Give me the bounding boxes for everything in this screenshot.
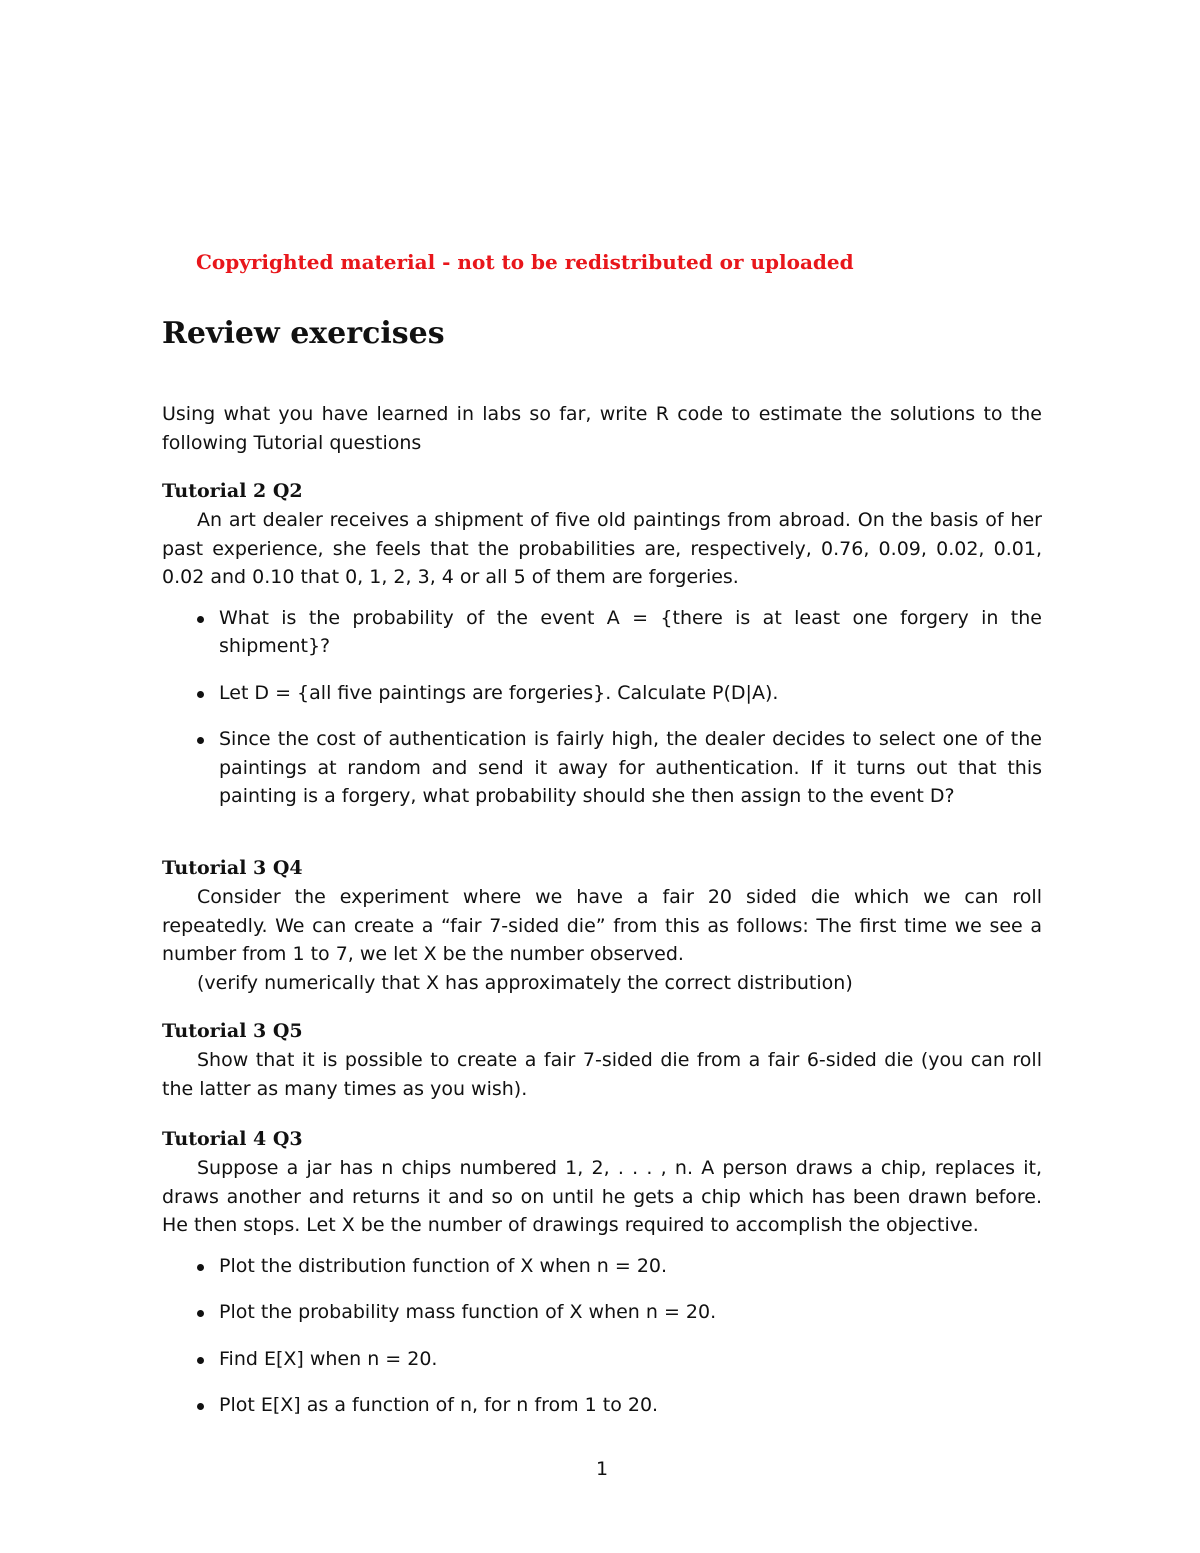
copyright-notice: Copyrighted material - not to be redistributed or uploaded bbox=[196, 250, 854, 274]
document-page bbox=[162, 0, 1042, 1553]
intro-paragraph: Using what you have learned in labs so far, write R code to estimate the solutions to the following Tutorial questions bbox=[162, 403, 1042, 454]
bullet-icon bbox=[197, 1357, 204, 1364]
section-paragraph: An art dealer receives a shipment of five old paintings from abroad. On the basis of her past experience, she feels that the probabilities are, respectively, 0.76, 0.09, 0.02, 0.01, 0.02 and 0.10 that 0, 1, 2, 3, 4 or all 5 of them are forgeries. bbox=[162, 509, 1042, 588]
list-item: Plot the distribution function of X when n = 20. bbox=[162, 1252, 1042, 1281]
section-heading: Tutorial 2 Q2 bbox=[162, 480, 303, 502]
list-item: Let D = {all five paintings are forgeries}. Calculate P(D|A). bbox=[162, 679, 1042, 708]
bullet-icon bbox=[197, 1403, 204, 1410]
bullet-icon bbox=[197, 616, 204, 623]
bullet-icon bbox=[197, 737, 204, 744]
section-tutorial-3-q4 bbox=[162, 855, 1042, 997]
section-tutorial-2-q2 bbox=[162, 478, 1042, 829]
section-paragraph: (verify numerically that X has approximately the correct distribution) bbox=[197, 971, 853, 994]
bullet-icon bbox=[197, 691, 204, 698]
section-paragraph: Show that it is possible to create a fair 7-sided die from a fair 6-sided die (you can roll the latter as many times as you wish). bbox=[162, 1049, 1042, 1100]
section-paragraph: Suppose a jar has n chips numbered 1, 2, . . . , n. A person draws a chip, replaces it, draws another and returns it and so on until he gets a chip which has been drawn before. He then stops. Let X be the number of drawings required to accomplish the objective. bbox=[162, 1157, 1042, 1236]
page-number: 1 bbox=[595, 1458, 609, 1480]
bullet-icon bbox=[197, 1264, 204, 1271]
section-tutorial-4-q3 bbox=[162, 1126, 1042, 1438]
list-item: Find E[X] when n = 20. bbox=[162, 1345, 1042, 1374]
section-heading: Tutorial 3 Q4 bbox=[162, 857, 303, 879]
list-item: Plot E[X] as a function of n, for n from 1 to 20. bbox=[162, 1391, 1042, 1420]
bullet-list bbox=[162, 1252, 1042, 1420]
bullet-icon bbox=[197, 1310, 204, 1317]
list-item: Plot the probability mass function of X when n = 20. bbox=[162, 1298, 1042, 1327]
section-heading: Tutorial 4 Q3 bbox=[162, 1128, 303, 1150]
list-item: What is the probability of the event A = {there is at least one forgery in the shipment}? bbox=[162, 604, 1042, 661]
section-tutorial-3-q5 bbox=[162, 1018, 1042, 1103]
bullet-list bbox=[162, 604, 1042, 811]
section-heading: Tutorial 3 Q5 bbox=[162, 1020, 303, 1042]
list-item: Since the cost of authentication is fairly high, the dealer decides to select one of the paintings at random and send it away for authentication. If it turns out that this painting is a forgery, what probability should she then assign to the event D? bbox=[162, 725, 1042, 811]
section-paragraph: Consider the experiment where we have a fair 20 sided die which we can roll repeatedly. We can create a “fair 7-sided die” from this as follows: The first time we see a number from 1 to 7, we let X be the number observed. bbox=[162, 886, 1042, 965]
page-title: Review exercises bbox=[162, 316, 445, 351]
